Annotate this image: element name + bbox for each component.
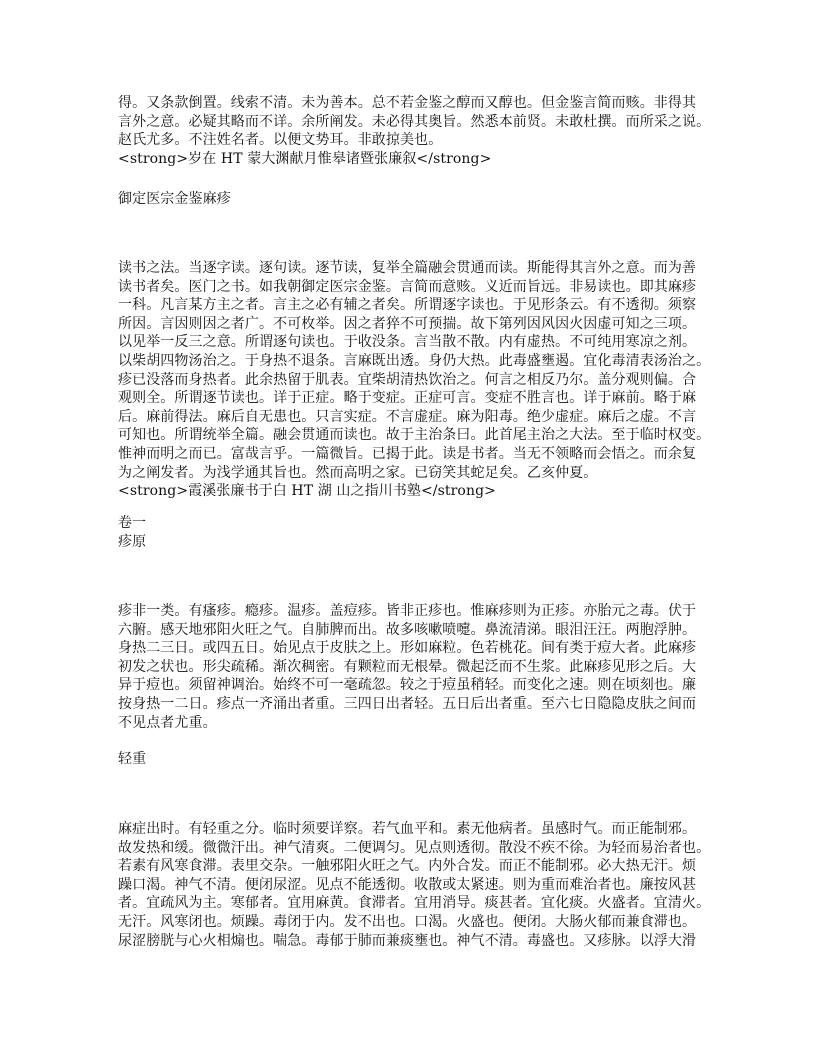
text-line: 躁口渴。神气不清。便闭尿涩。见点不能透彻。收散或太紧速。则为重而难治者也。廉按风甚 <box>118 876 697 893</box>
text-line: 身热二三日。或四五日。始见点于皮肤之上。形如麻粒。色若桃花。间有类于痘大者。此麻疹 <box>118 640 697 657</box>
text-line: 若素有风寒食滞。表里交杂。一触邪阳火旺之气。内外合发。而正不能制邪。必大热无汗。烦 <box>118 858 697 875</box>
text-line: 疹非一类。有瘙疹。瘾疹。温疹。盖痘疹。皆非正疹也。惟麻疹则为正疹。亦胎元之毒。伏于 <box>118 603 697 619</box>
text-line: <strong>霞溪张廉书于白 HT 湖 山之指川书塾</strong> <box>118 483 496 500</box>
text-line: 疹已没落而身热者。此余热留于肌表。宜柴胡清热饮治之。何言之相反乃尔。盖分观则偏。合 <box>118 371 697 388</box>
section-title-severity: 轻重 <box>118 751 147 767</box>
text-line: 以柴胡四物汤治之。于身热不退条。言麻既出透。身仍大热。此毒盛壅遏。宜化毒清表汤治之。 <box>118 352 711 369</box>
text-line: 者。宜疏风为主。寒郁者。宜用麻黄。食滞者。宜用消导。痰甚者。宜化痰。火盛者。宜清火。 <box>118 895 711 912</box>
text-line: 可知也。所谓统举全篇。融会贯通而读也。故于主治条曰。此首尾主治之大法。至于临时权变。 <box>118 427 711 444</box>
text-line: 无汗。风寒闭也。烦躁。毒闭于内。发不出也。口渴。火盛也。便闭。大肠火郁而兼食滞也。 <box>118 913 697 930</box>
preface-ending <box>118 94 718 168</box>
text-line: 不见点者尤重。 <box>118 714 217 731</box>
text-line: 六腑。感天地邪阳火旺之气。自肺脾而出。故多咳嗽喷嚏。鼻流清涕。眼泪汪汪。两胞浮肿。 <box>118 621 697 638</box>
text-line: 异于痘也。须留神调治。始终不可一毫疏忽。较之于痘虽稍轻。而变化之速。则在顷刻也。廉 <box>118 677 697 694</box>
book-title: 御定医宗金鉴麻疹 <box>118 191 231 207</box>
text-line: 麻症出时。有轻重之分。临时须要详察。若气血平和。素无他病者。虽感时气。而正能制邪。 <box>118 821 697 837</box>
text-line: 言外之意。必疑其略而不详。余所阐发。未必得其奥旨。然悉本前贤。未敢杜撰。而所采之说。 <box>118 113 711 130</box>
text-line: 赵氏尤多。不注姓名者。以便文势耳。非敢掠美也。 <box>118 132 443 149</box>
section-title-origin: 疹原 <box>118 534 147 550</box>
text-line: 读书者矣。医门之书。如我朝御定医宗金鉴。言简而意赅。义近而旨远。非易读也。即其麻疹 <box>118 278 697 295</box>
text-line: 为之阐发者。为浅学通其旨也。然而高明之家。已窃笑其蛇足矣。乙亥仲夏。 <box>118 464 598 481</box>
text-line: 后。麻前得法。麻后自无患也。只言实症。不言虚症。麻为阳毒。绝少虚症。麻后之虚。不言 <box>118 408 697 425</box>
text-line: 以见举一反三之意。所谓逐句读也。于收没条。言当散不散。内有虚热。不可纯用寒凉之剂。 <box>118 334 697 351</box>
text-line: 一科。凡言某方主之者。言主之必有辅之者矣。所谓逐字读也。于见形条云。有不透彻。须察 <box>118 297 697 314</box>
text-line: 所因。言因则因之者广。不可枚举。因之者猝不可预揣。故下第列因风因火因虚可知之三项。 <box>118 315 697 332</box>
text-line: 故发热和缓。微微汗出。神气清爽。二便调匀。见点则透彻。散没不疾不徐。为轻而易治者也。 <box>118 839 711 856</box>
volume-label: 卷一 <box>118 515 147 531</box>
severity-paragraph <box>118 820 718 950</box>
text-line: 得。又条款倒置。线索不清。未为善本。总不若金鉴之醇而又醇也。但金鉴言简而赅。非得其 <box>118 95 697 111</box>
text-line: 初发之状也。形尖疏稀。渐次稠密。有颗粒而无根晕。微起泛而不生浆。此麻疹见形之后。大 <box>118 658 697 675</box>
text-line: <strong>岁在 HT 蒙大渊献月惟皋诸暨张廉叙</strong> <box>118 150 492 167</box>
reading-method-paragraph <box>118 259 718 501</box>
text-line: 观则全。所谓逐节读也。详于正症。略于变症。正症可言。变症不胜言也。详于麻前。略于麻 <box>118 390 697 407</box>
text-line: 读书之法。当逐字读。逐句读。逐节读，复举全篇融会贯通而读。斯能得其言外之意。而为善 <box>118 260 697 276</box>
text-line: 惟神而明之而已。富哉言乎。一篇微旨。已揭于此。读是书者。当无不领略而会悟之。而余复 <box>118 445 697 462</box>
text-line: 尿涩膀胱与心火相煽也。喘急。毒郁于肺而兼痰壅也。神气不清。毒盛也。又疹脉。以浮大滑 <box>118 932 697 949</box>
origin-paragraph <box>118 602 718 732</box>
text-line: 按身热一二日。疹点一齐涌出者重。三四日出者轻。五日后出者重。至六七日隐隐皮肤之间而 <box>118 695 697 712</box>
